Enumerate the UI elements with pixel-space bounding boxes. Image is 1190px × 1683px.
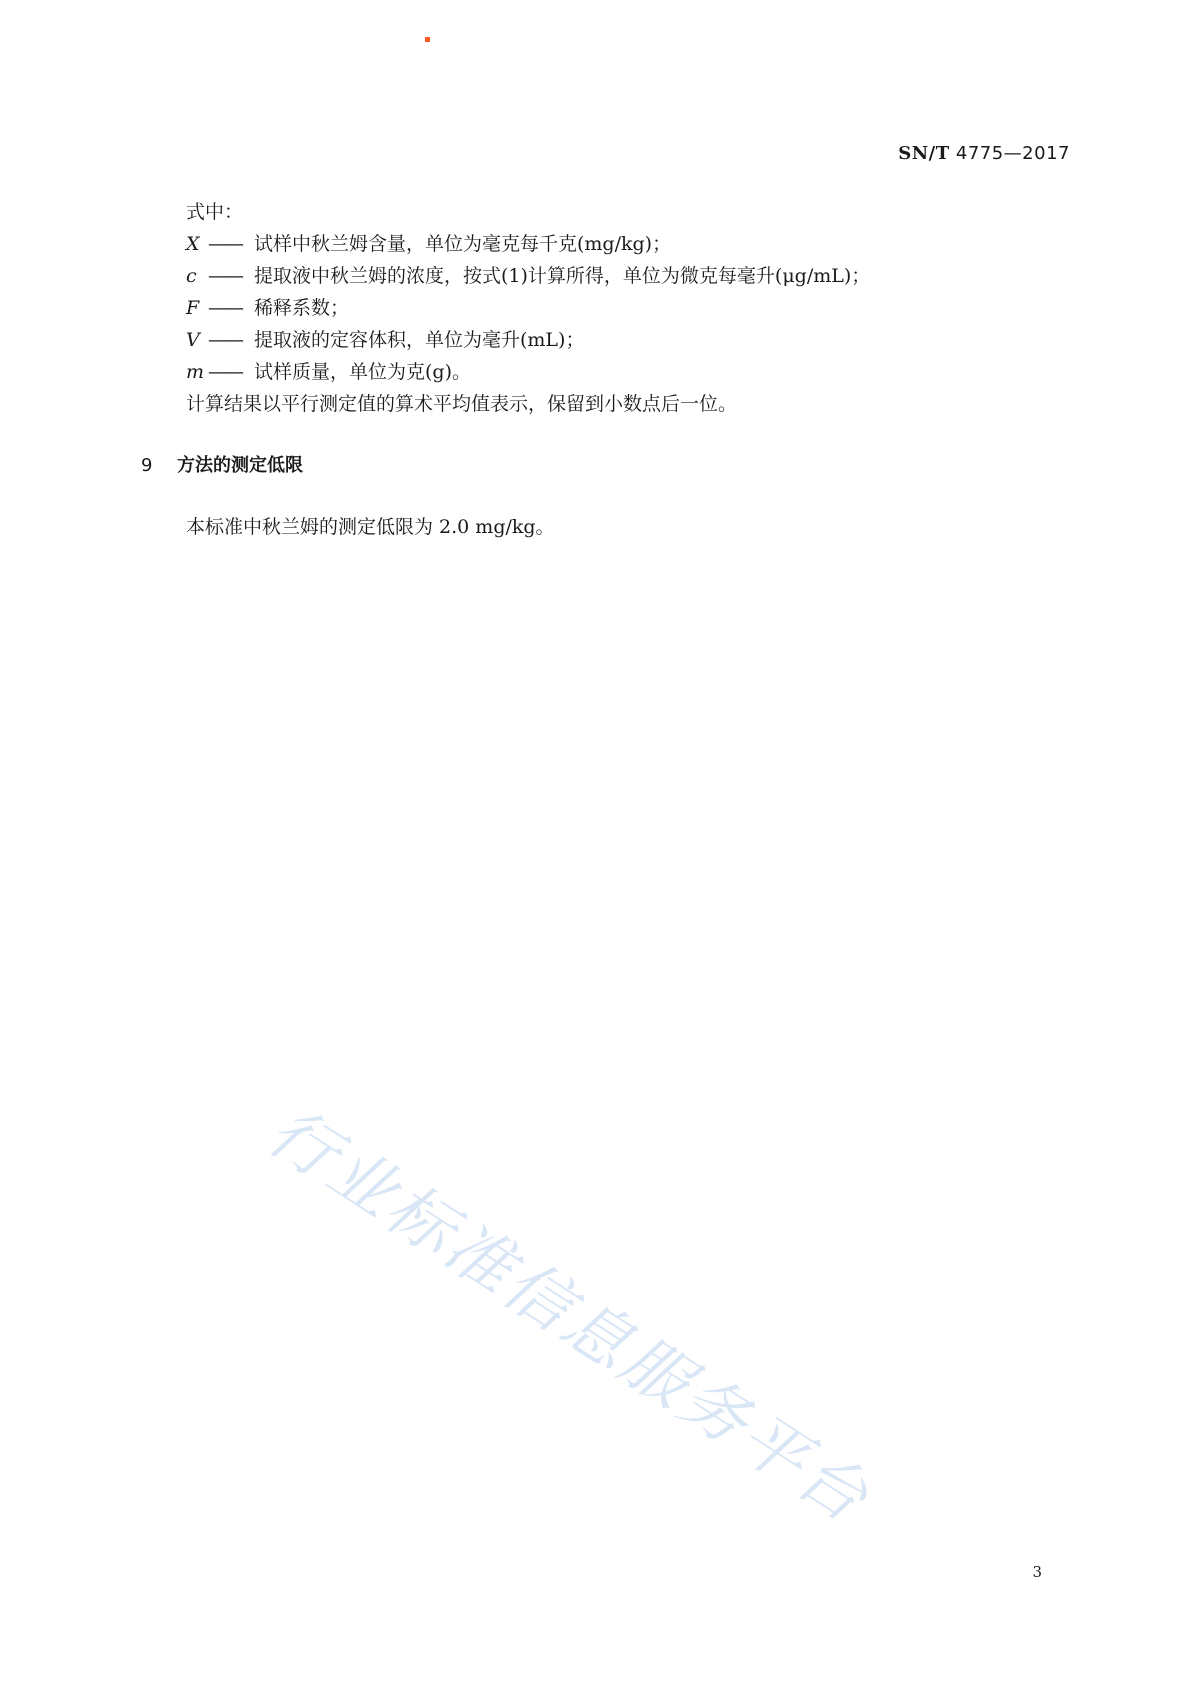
variable-row-x xyxy=(186,228,1006,260)
variable-description: 稀释系数； xyxy=(254,297,350,319)
formula-legend xyxy=(186,196,1006,420)
variable-description: 试样质量，单位为克(g)。 xyxy=(254,361,471,383)
section-title: 方法的测定低限 xyxy=(177,455,303,476)
where-label: 式中： xyxy=(186,201,244,223)
result-note: 计算结果以平行测定值的算术平均值表示，保留到小数点后一位。 xyxy=(186,393,738,415)
variable-symbol: V xyxy=(186,329,200,351)
standard-code-number: 4775—2017 xyxy=(955,143,1070,164)
variable-dash: —— xyxy=(208,233,242,255)
standard-code xyxy=(898,143,1070,164)
standard-code-prefix: SN/T xyxy=(898,143,950,164)
variable-dash: —— xyxy=(208,329,242,351)
variable-symbol: c xyxy=(186,265,197,287)
variable-row-f xyxy=(186,292,1006,324)
variable-row-c xyxy=(186,260,1006,292)
scan-mark xyxy=(425,37,430,42)
section-number: 9 xyxy=(141,455,153,476)
variable-dash: —— xyxy=(208,361,242,383)
variable-row-m xyxy=(186,356,1006,388)
variable-symbol: m xyxy=(186,361,205,383)
variable-symbol: X xyxy=(186,233,200,255)
watermark-text: 行业标准信息服务平台 xyxy=(254,1092,884,1539)
variable-description: 提取液的定容体积，单位为毫升(mL)； xyxy=(254,329,585,351)
variable-description: 提取液中秋兰姆的浓度，按式(1)计算所得，单位为微克每毫升(μg/mL)； xyxy=(254,265,871,287)
variable-symbol: F xyxy=(186,297,200,319)
page-number: 3 xyxy=(1032,1563,1042,1581)
variable-row-v xyxy=(186,324,1006,356)
variable-description: 试样中秋兰姆含量，单位为毫克每千克(mg/kg)； xyxy=(254,233,672,255)
section-body-9: 本标准中秋兰姆的测定低限为 2.0 mg/kg。 xyxy=(186,516,555,538)
variable-dash: —— xyxy=(208,297,242,319)
variable-dash: —— xyxy=(208,265,242,287)
section-heading-9 xyxy=(141,451,303,477)
